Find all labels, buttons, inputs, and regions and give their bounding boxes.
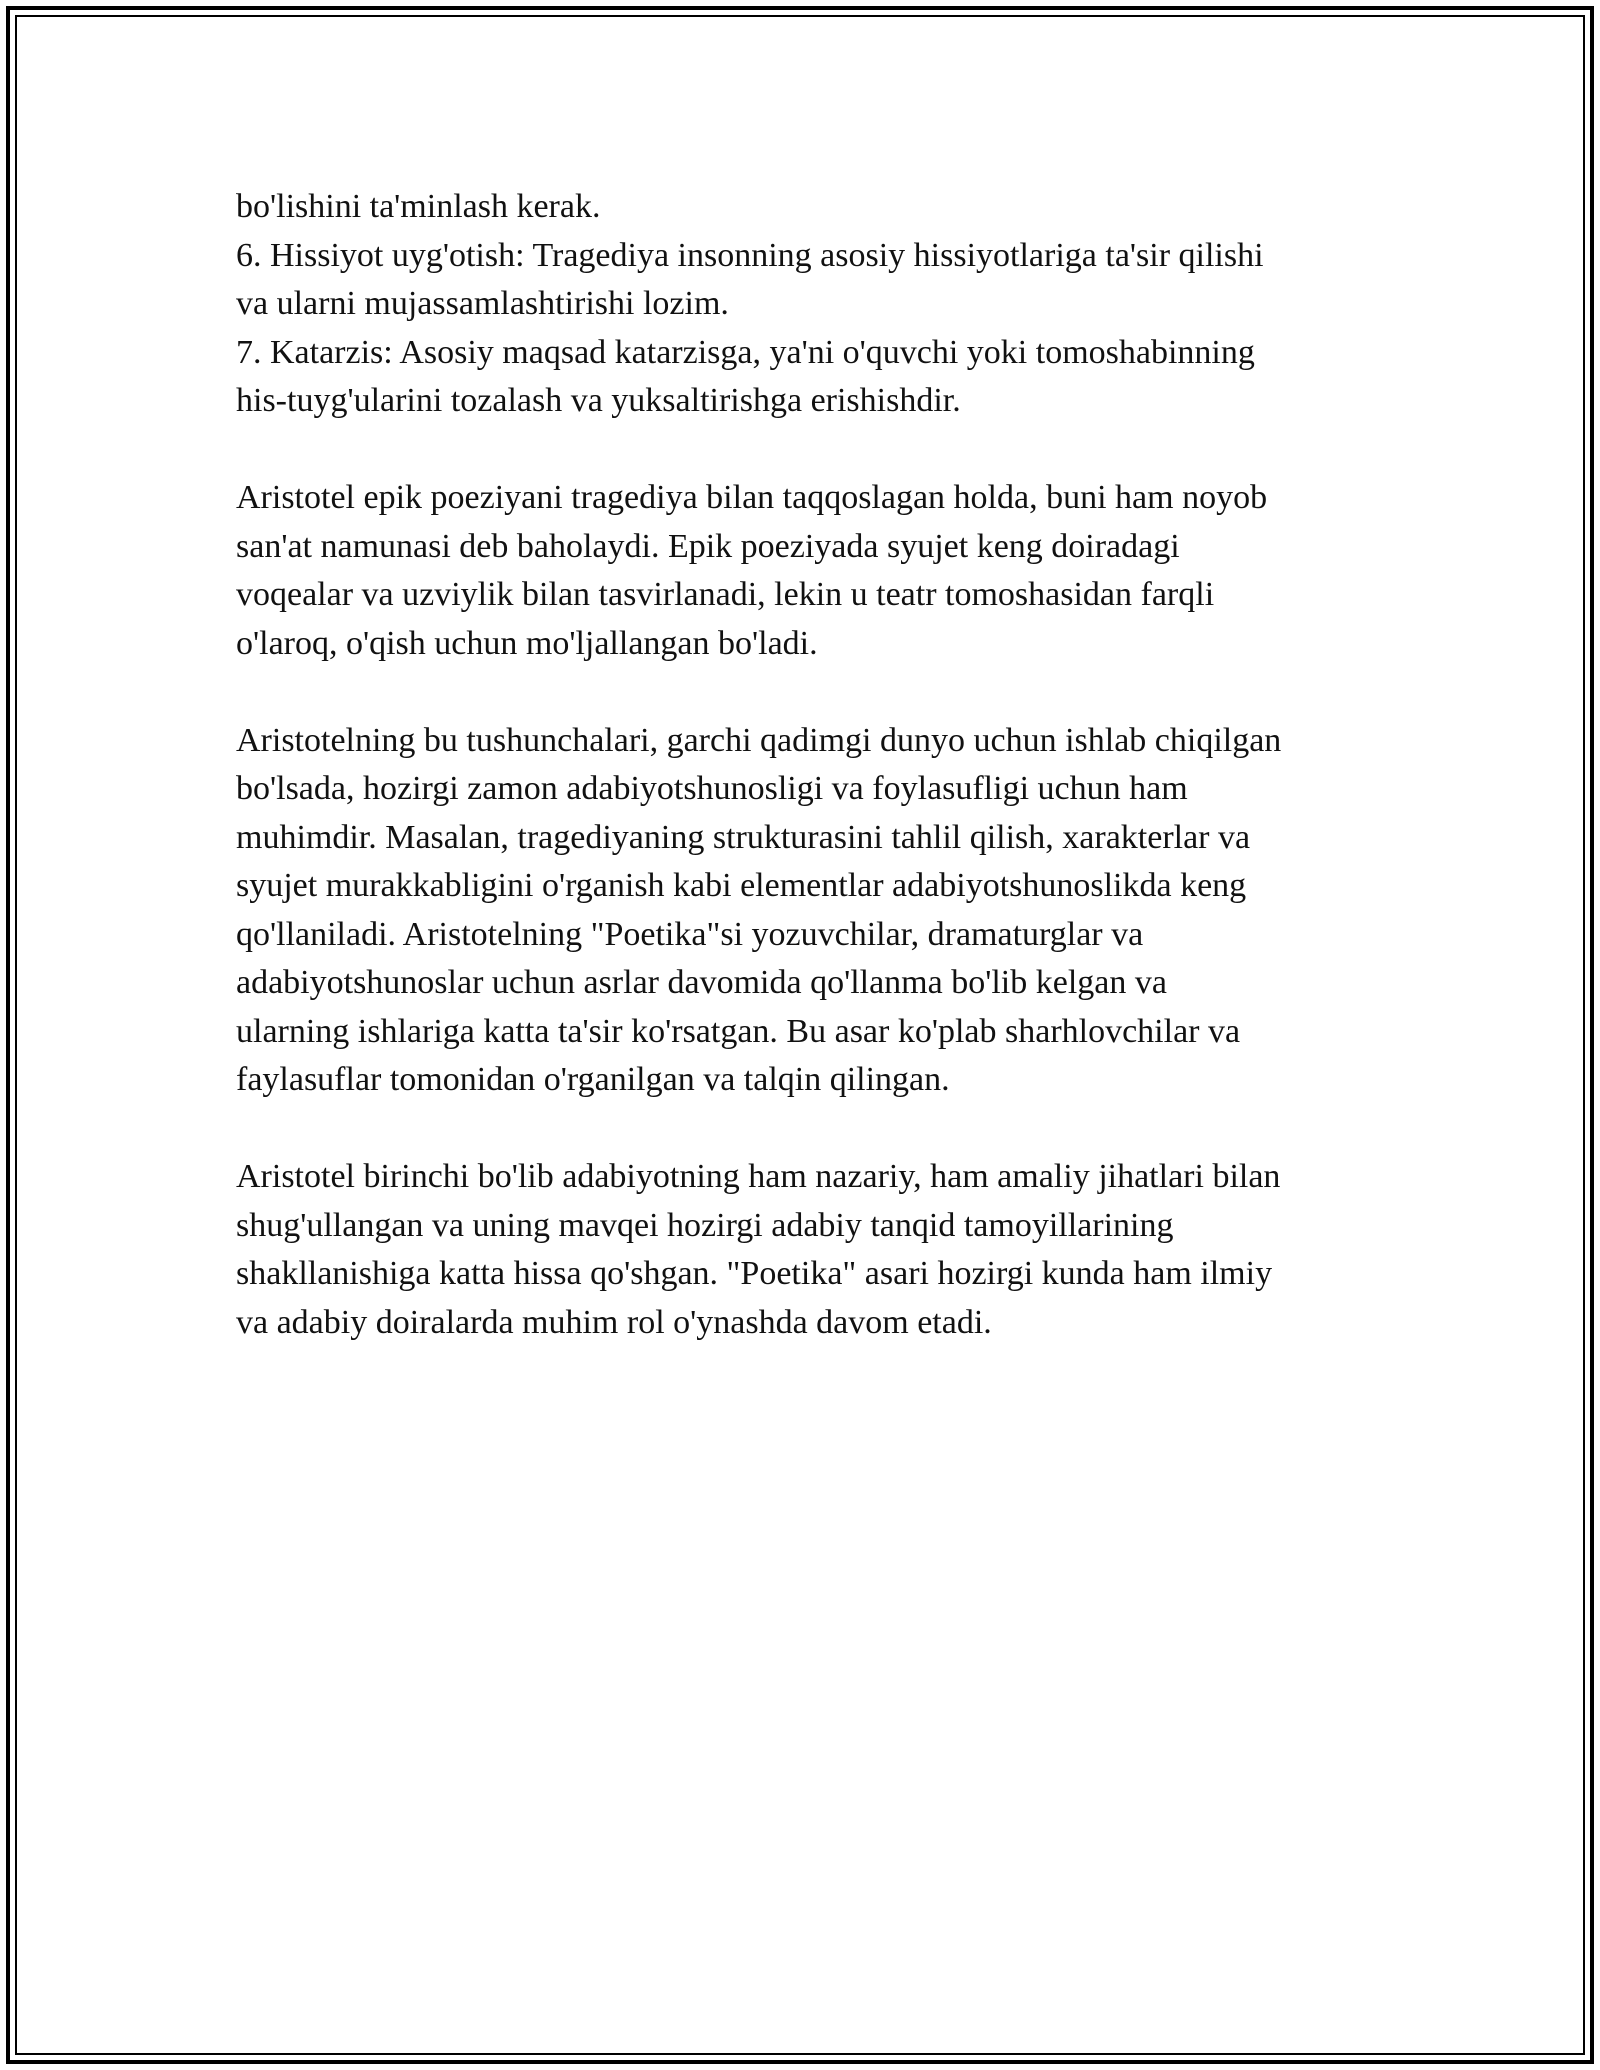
text-line: shakllanishiga katta hissa qo'shgan. "Poetika" asari hozirgi kunda ham ilmiy (236, 1255, 1273, 1292)
text-line: va ularni mujassamlashtirishi lozim. (236, 285, 729, 322)
list-item-7: 7. Katarzis: Asosiy maqsad katarzisga, ya'ni o'quvchi yoki tomoshabinning (236, 333, 1255, 371)
text-line: ularning ishlariga katta ta'sir ko'rsatgan. Bu asar ko'plab sharhlovchilar va (236, 1012, 1241, 1050)
text-line: san'at namunasi deb baholaydi. Epik poeziyada syujet keng doiradagi (236, 527, 1180, 565)
text-line: Aristotelning bu tushunchalari, garchi qadimgi dunyo uchun ishlab chiqilgan (236, 721, 1282, 759)
document-body (236, 183, 1396, 1347)
text-line: muhimdir. Masalan, tragediyaning strukturasini tahlil qilish, xarakterlar va (236, 818, 1251, 856)
paragraph-spacer (236, 1105, 1396, 1154)
list-item-6: 6. Hissiyot uyg'otish: Tragediya insonning asosiy hissiyotlariga ta'sir qilishi (236, 236, 1264, 274)
paragraph-spacer (236, 426, 1396, 475)
text-line: o'laroq, o'qish uchun mo'ljallangan bo'ladi. (236, 624, 818, 662)
text-line: qo'llaniladi. Aristotelning "Poetika"si yozuvchilar, dramaturglar va (236, 915, 1144, 953)
text-line: bo'lsada, hozirgi zamon adabiyotshunosligi va foylasufligi uchun ham (236, 770, 1188, 807)
text-line: Aristotel birinchi bo'lib adabiyotning ham nazariy, ham amaliy jihatlari bilan (236, 1158, 1281, 1195)
text-line: va adabiy doiralarda muhim rol o'ynashda davom etadi. (236, 1303, 992, 1341)
text-line: faylasuflar tomonidan o'rganilgan va talqin qilingan. (236, 1061, 950, 1098)
paragraph-modern-relevance (236, 717, 1396, 1105)
text-line: Aristotel epik poeziyani tragediya bilan taqqoslagan holda, buni ham noyob (236, 479, 1268, 516)
list-continuation (236, 183, 1396, 426)
text-line: his-tuyg'ularini tozalash va yuksaltirishga erishishdir. (236, 382, 961, 419)
paragraph-epic-poetry (236, 474, 1396, 668)
text-line: voqealar va uzviylik bilan tasvirlanadi, lekin u teatr tomoshasidan farqli (236, 576, 1215, 613)
text-line: bo'lishini ta'minlash kerak. (236, 188, 601, 225)
paragraph-conclusion (236, 1153, 1396, 1347)
text-line: syujet murakkabligini o'rganish kabi elementlar adabiyotshunoslikda keng (236, 867, 1247, 904)
text-line: adabiyotshunoslar uchun asrlar davomida qo'llanma bo'lib kelgan va (236, 964, 1167, 1001)
text-line: shug'ullangan va uning mavqei hozirgi adabiy tanqid tamoyillarining (236, 1206, 1174, 1244)
paragraph-spacer (236, 668, 1396, 717)
